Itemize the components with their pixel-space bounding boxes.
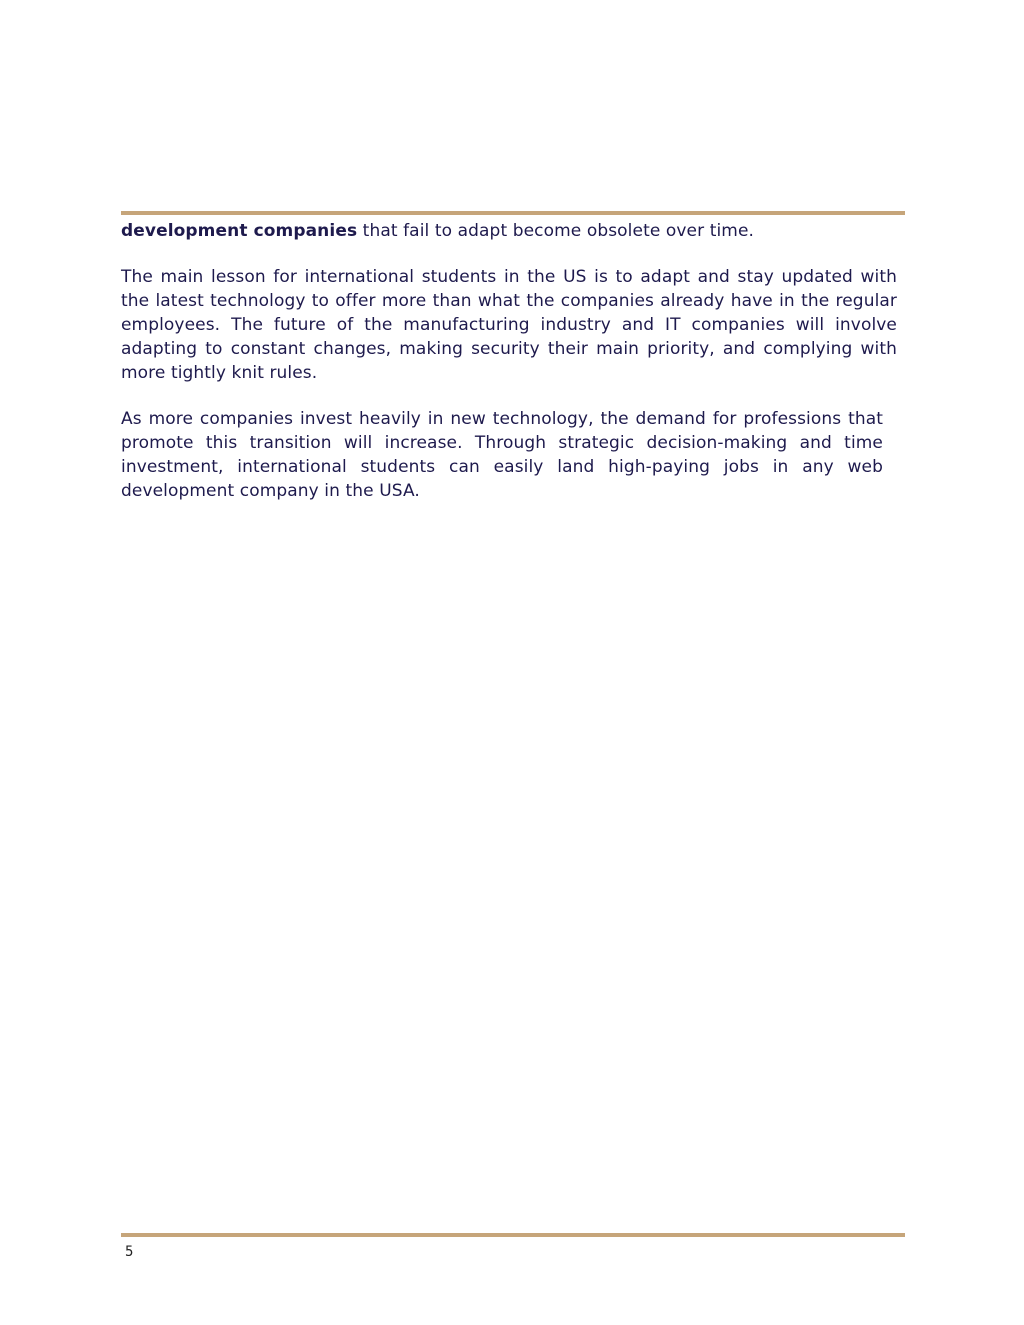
footer-divider (121, 1233, 905, 1237)
paragraph-3: As more companies invest heavily in new technology, the demand for professions that promote this transition will increase. Through strategic decision-making and time investment, international students can easily land high-paying jobs in any web development company in the USA. (121, 409, 883, 501)
page-number: 5 (125, 1244, 134, 1260)
paragraph-1-bold-lead: development companies (121, 221, 358, 241)
paragraph-1 (121, 219, 897, 243)
document-body (121, 219, 897, 525)
header-divider (121, 211, 905, 215)
paragraph-2: The main lesson for international students in the US is to adapt and stay updated with the latest technology to offer more than what the companies already have in the regular employees. The future of the manufacturing industry and IT companies will involve adapting to constant changes, making security their main priority, and complying with more tightly knit rules. (121, 267, 897, 383)
paragraph-1-text: that fail to adapt become obsolete over time. (357, 221, 755, 241)
